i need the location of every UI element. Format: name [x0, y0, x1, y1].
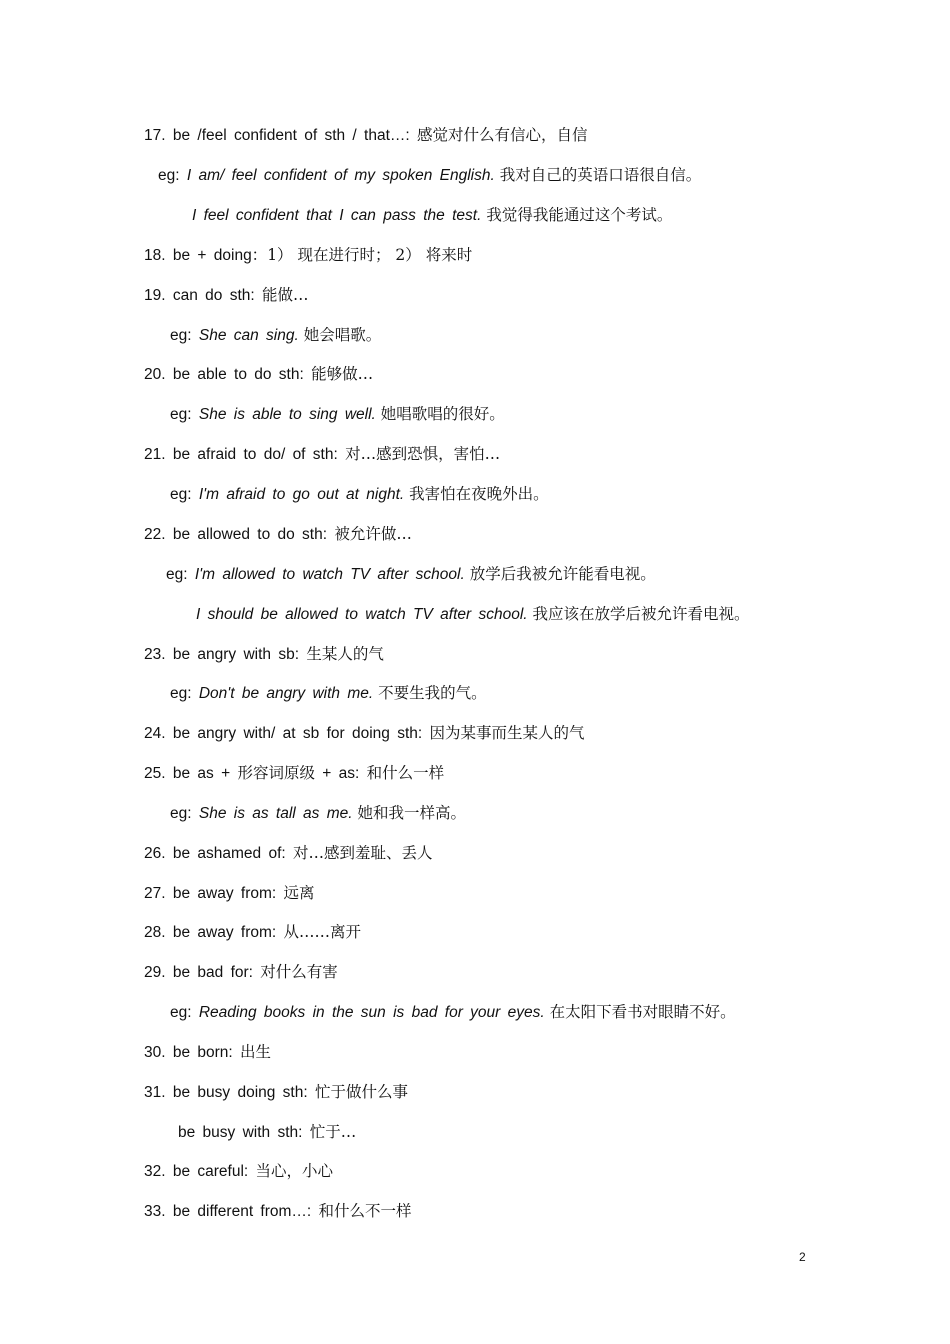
- example-translation: 我觉得我能通过这个考试。: [481, 206, 673, 224]
- example-sentence: I am/ feel confident of my spoken English.: [186, 167, 495, 184]
- entry-meaning: 和什么不一样: [318, 1202, 412, 1220]
- example-sentence: She can sing.: [198, 327, 299, 344]
- entry-meaning: 远离: [283, 884, 315, 902]
- entry-25: [144, 763, 444, 784]
- example-line: [192, 205, 672, 226]
- entry-text: 29. be bad for:: [144, 964, 261, 981]
- eg-label: eg:: [166, 566, 195, 583]
- entry-meaning: 能够做…: [311, 365, 374, 383]
- entry-meaning: 出生: [240, 1043, 272, 1061]
- entry-text: 24. be angry with/ at sb for doing sth:: [144, 725, 430, 742]
- entry-meaning: 对…感到羞耻、丢人: [293, 844, 433, 862]
- example-line: [170, 683, 487, 704]
- entry-17: [144, 125, 588, 146]
- entry-meaning: 被允许做…: [334, 525, 412, 543]
- entry-grammar-term: 形容词原级: [237, 764, 315, 782]
- example-sentence: I should be allowed to watch TV after school.: [196, 606, 528, 623]
- example-sentence: She is as tall as me.: [198, 805, 353, 822]
- entry-text: 20. be able to do sth:: [144, 366, 312, 383]
- entry-32: [144, 1161, 333, 1182]
- example-translation: 她和我一样高。: [352, 804, 466, 822]
- entry-text: 30. be born:: [144, 1044, 241, 1061]
- example-line: [196, 604, 750, 625]
- entry-meaning: 对什么有害: [260, 963, 338, 981]
- entry-text: be busy with sth:: [178, 1124, 310, 1141]
- eg-label: eg:: [158, 167, 187, 184]
- entry-19: [144, 285, 309, 306]
- entry-meaning: 1） 现在进行时； 2） 将来时: [267, 246, 473, 264]
- example-translation: 我害怕在夜晚外出。: [404, 485, 549, 503]
- eg-label: eg:: [170, 685, 199, 702]
- entry-31-sub: [178, 1122, 356, 1143]
- eg-label: eg:: [170, 406, 199, 423]
- example-line: [170, 1002, 736, 1023]
- entry-meaning: 忙于做什么事: [314, 1083, 408, 1101]
- example-translation: 我应该在放学后被允许看电视。: [527, 605, 750, 623]
- example-translation: 我对自己的英语口语很自信。: [494, 166, 702, 184]
- entry-meaning: 从……离开: [283, 923, 362, 941]
- example-sentence: She is able to sing well.: [198, 406, 376, 423]
- entry-23: [144, 644, 384, 665]
- eg-label: eg:: [170, 327, 199, 344]
- entry-31: [144, 1082, 408, 1103]
- example-line: [170, 484, 549, 505]
- entry-meaning: 因为某事而生某人的气: [429, 724, 585, 742]
- entry-text: + as:: [314, 765, 367, 782]
- entry-text: 21. be afraid to do/ of sth:: [144, 446, 346, 463]
- example-sentence: I'm afraid to go out at night.: [198, 486, 405, 503]
- eg-label: eg:: [170, 1004, 199, 1021]
- entry-text: 33. be different from…:: [144, 1203, 319, 1220]
- example-sentence: I feel confident that I can pass the test.: [192, 207, 482, 224]
- entry-text: 19. can do sth:: [144, 287, 262, 304]
- example-translation: 她会唱歌。: [298, 326, 382, 344]
- entry-30: [144, 1042, 271, 1063]
- entry-meaning: 感觉对什么有信心，自信: [417, 126, 588, 144]
- example-line: [166, 564, 656, 585]
- example-line: [170, 803, 466, 824]
- entry-26: [144, 843, 433, 864]
- entry-text: 18. be + doing：: [144, 247, 268, 264]
- example-line: [158, 165, 701, 186]
- entry-text: 31. be busy doing sth:: [144, 1084, 315, 1101]
- entry-text: 17. be /feel confident of sth / that…:: [144, 127, 418, 144]
- entry-28: [144, 922, 361, 943]
- entry-text: 26. be ashamed of:: [144, 845, 294, 862]
- example-sentence: Reading books in the sun is bad for your eyes.: [198, 1004, 545, 1021]
- entry-27: [144, 883, 315, 904]
- entry-meaning: 生某人的气: [306, 645, 384, 663]
- example-translation: 在太阳下看书对眼睛不好。: [544, 1003, 736, 1021]
- entry-meaning: 对…感到恐惧，害怕…: [345, 445, 501, 463]
- entry-meaning: 和什么一样: [366, 764, 445, 782]
- example-translation: 她唱歌唱的很好。: [375, 405, 505, 423]
- entry-meaning: 当心，小心: [255, 1162, 334, 1180]
- page-number: 2: [799, 1250, 806, 1264]
- example-line: [170, 325, 381, 346]
- entry-text: 28. be away from:: [144, 924, 284, 941]
- entry-21: [144, 444, 500, 465]
- eg-label: eg:: [170, 805, 199, 822]
- example-line: [170, 404, 505, 425]
- example-translation: 放学后我被允许能看电视。: [464, 565, 656, 583]
- entry-text: 22. be allowed to do sth:: [144, 526, 335, 543]
- entry-meaning: 能做…: [262, 286, 309, 304]
- entry-29: [144, 962, 338, 983]
- entry-33: [144, 1201, 412, 1222]
- entry-text: 27. be away from:: [144, 885, 284, 902]
- example-sentence: I'm allowed to watch TV after school.: [194, 566, 465, 583]
- entry-24: [144, 723, 585, 744]
- entry-text: 23. be angry with sb:: [144, 646, 307, 663]
- entry-text: 25. be as +: [144, 765, 238, 782]
- example-translation: 不要生我的气。: [373, 684, 487, 702]
- entry-20: [144, 364, 373, 385]
- eg-label: eg:: [170, 486, 199, 503]
- entry-22: [144, 524, 412, 545]
- entry-text: 32. be careful:: [144, 1163, 256, 1180]
- example-sentence: Don't be angry with me.: [198, 685, 374, 702]
- entry-meaning: 忙于…: [309, 1123, 357, 1141]
- entry-18: [144, 245, 472, 266]
